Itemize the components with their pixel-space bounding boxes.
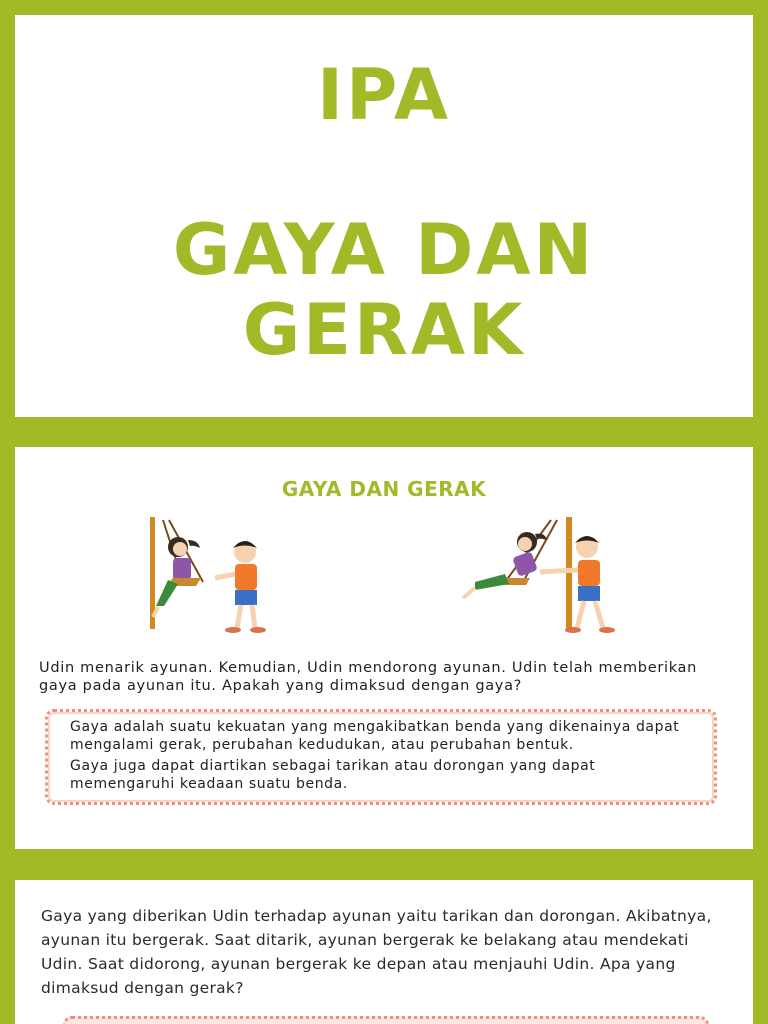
definition-box: [45, 709, 717, 805]
swing-pull-illustration: [133, 512, 283, 642]
definition-box-partial: [63, 1016, 709, 1024]
subject-title: IPA: [316, 54, 452, 136]
definition-text-1: Gaya adalah suatu kekuatan yang mengakibatkan benda yang dikenainya dapat mengalami gerak, perubahan kedudukan, atau perubahan bentuk.: [70, 719, 680, 753]
intro-paragraph: Udin menarik ayunan. Kemudian, Udin mendorong ayunan. Udin telah memberikan gaya pada ayunan itu. Apakah yang dimaksud dengan gaya?: [39, 660, 698, 694]
swing-push-illustration: [445, 512, 625, 642]
content-slide-force: [15, 447, 753, 849]
slide-heading: GAYA DAN GERAK: [281, 477, 487, 501]
topic-title-line-2: GERAK: [242, 289, 526, 371]
content-slide-motion: [15, 880, 753, 1024]
topic-title-line-1: GAYA DAN: [172, 209, 596, 291]
definition-text-2: Gaya juga dapat diartikan sebagai tarikan atau dorongan yang dapat memengaruhi keadaan suatu benda.: [70, 758, 596, 792]
motion-paragraph: Gaya yang diberikan Udin terhadap ayunan yaitu tarikan dan dorongan. Akibatnya, ayunan itu bergerak. Saat ditarik, ayunan bergerak ke belakang atau mendekati Udin. Saat didorong, ayunan bergerak ke depan atau menjauhi Udin. Apa yang dimaksud dengan gerak?: [41, 907, 712, 997]
title-slide: [15, 15, 753, 417]
